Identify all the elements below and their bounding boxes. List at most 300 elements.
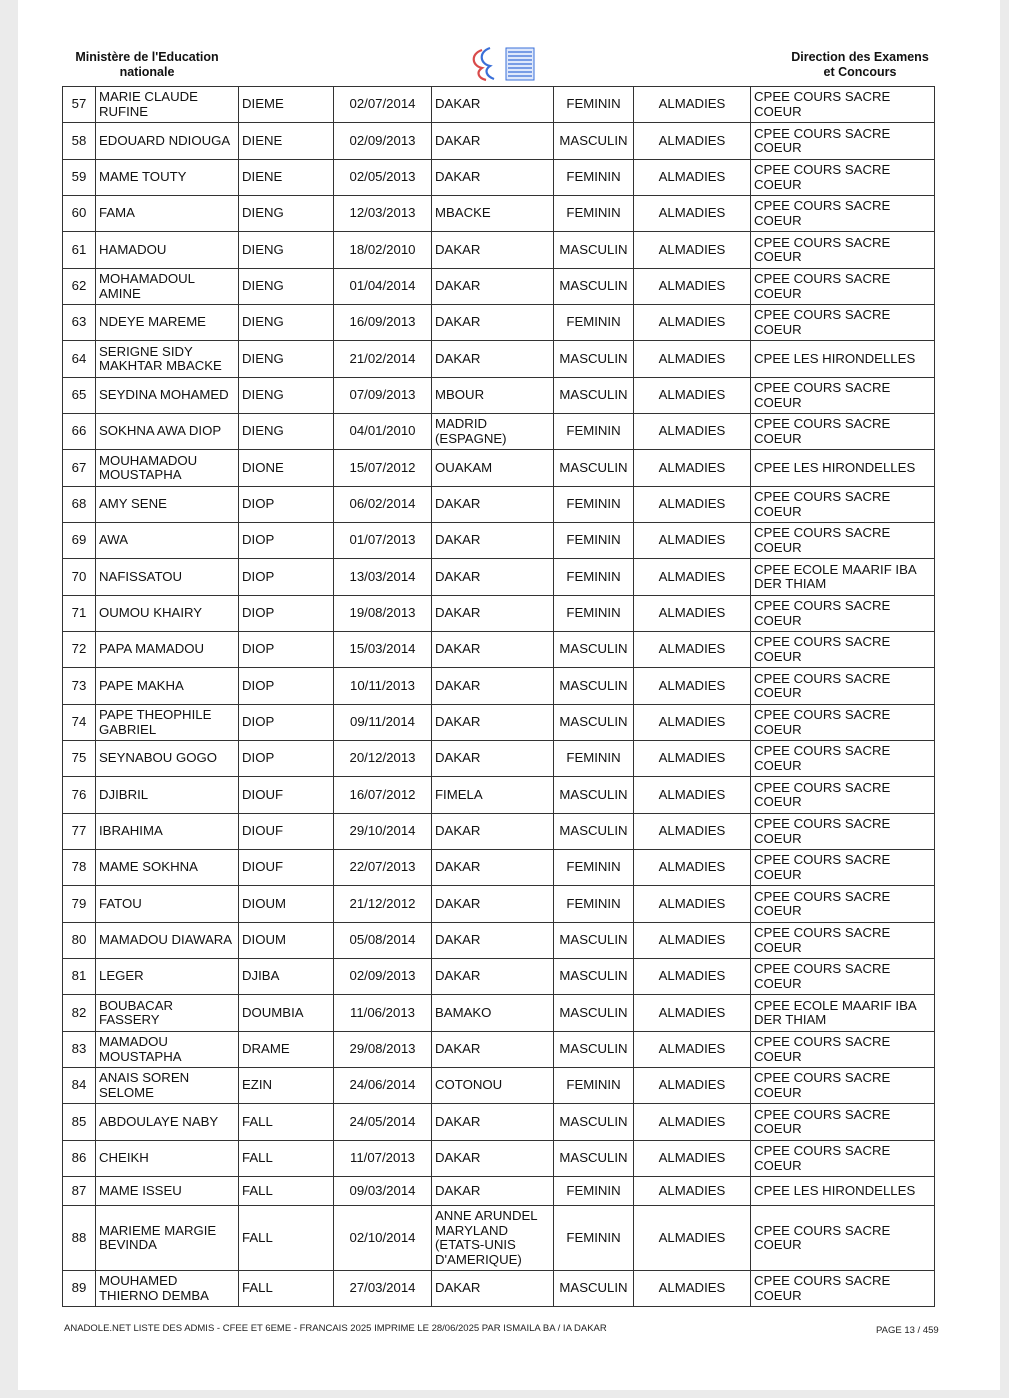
- cell-birth-date: 09/11/2014: [334, 705, 432, 741]
- cell-birth-place: DAKAR: [432, 1141, 554, 1177]
- table-row: [63, 378, 935, 414]
- cell-school: CPEE COURS SACRE COEUR: [751, 1271, 935, 1307]
- cell-school: CPEE COURS SACRE COEUR: [751, 523, 935, 559]
- cell-birth-place: MADRID (ESPAGNE): [432, 414, 554, 450]
- cell-first-name: MAMADOU DIAWARA: [96, 923, 239, 959]
- cell-birth-date: 02/09/2013: [334, 959, 432, 995]
- results-table: [62, 86, 935, 1307]
- cell-first-name: IBRAHIMA: [96, 814, 239, 850]
- cell-school: CPEE COURS SACRE COEUR: [751, 87, 935, 123]
- cell-exam-center: ALMADIES: [634, 196, 751, 232]
- cell-school: CPEE LES HIRONDELLES: [751, 1177, 935, 1206]
- cell-last-name: DIENG: [239, 232, 334, 269]
- cell-birth-place: ANNE ARUNDEL MARYLAND (ETATS-UNIS D'AMERIQUE): [432, 1206, 554, 1271]
- table-row: [63, 632, 935, 668]
- cell-number: 74: [63, 705, 96, 741]
- cell-first-name: MARIEME MARGIE BEVINDA: [96, 1206, 239, 1271]
- cell-last-name: DIENG: [239, 305, 334, 341]
- cell-last-name: DIENG: [239, 341, 334, 378]
- table-row: [63, 305, 935, 341]
- table-row: [63, 777, 935, 814]
- cell-sex: MASCULIN: [554, 923, 634, 959]
- cell-number: 64: [63, 341, 96, 378]
- cell-number: 73: [63, 668, 96, 705]
- cell-sex: MASCULIN: [554, 378, 634, 414]
- table-row: [63, 232, 935, 269]
- cell-number: 89: [63, 1271, 96, 1307]
- table-row: [63, 1141, 935, 1177]
- cell-first-name: FATOU: [96, 886, 239, 923]
- cell-sex: FEMININ: [554, 596, 634, 632]
- cell-number: 79: [63, 886, 96, 923]
- cell-school: CPEE COURS SACRE COEUR: [751, 1206, 935, 1271]
- table-row: [63, 123, 935, 160]
- cell-school: CPEE COURS SACRE COEUR: [751, 596, 935, 632]
- cell-last-name: DIONE: [239, 450, 334, 487]
- cell-birth-place: DAKAR: [432, 1032, 554, 1068]
- cell-birth-place: MBOUR: [432, 378, 554, 414]
- cell-last-name: DIOUM: [239, 886, 334, 923]
- cell-last-name: FALL: [239, 1104, 334, 1141]
- cell-birth-place: DAKAR: [432, 596, 554, 632]
- cell-last-name: DIENE: [239, 160, 334, 196]
- cell-exam-center: ALMADIES: [634, 777, 751, 814]
- cell-birth-place: DAKAR: [432, 305, 554, 341]
- cell-number: 61: [63, 232, 96, 269]
- cell-last-name: DJIBA: [239, 959, 334, 995]
- cell-birth-place: BAMAKO: [432, 995, 554, 1032]
- cell-sex: FEMININ: [554, 850, 634, 886]
- cell-sex: MASCULIN: [554, 1141, 634, 1177]
- cell-birth-place: MBACKE: [432, 196, 554, 232]
- cell-exam-center: ALMADIES: [634, 123, 751, 160]
- cell-school: CPEE COURS SACRE COEUR: [751, 1141, 935, 1177]
- cell-exam-center: ALMADIES: [634, 160, 751, 196]
- cell-number: 65: [63, 378, 96, 414]
- cell-number: 58: [63, 123, 96, 160]
- cell-number: 86: [63, 1141, 96, 1177]
- cell-school: CPEE COURS SACRE COEUR: [751, 777, 935, 814]
- cell-last-name: DIOP: [239, 741, 334, 777]
- cell-number: 76: [63, 777, 96, 814]
- cell-birth-date: 05/08/2014: [334, 923, 432, 959]
- cell-number: 69: [63, 523, 96, 559]
- cell-sex: MASCULIN: [554, 632, 634, 668]
- cell-first-name: MOUHAMED THIERNO DEMBA: [96, 1271, 239, 1307]
- cell-sex: FEMININ: [554, 1206, 634, 1271]
- direction-line-1: Direction des Examens: [791, 50, 929, 64]
- cell-birth-place: DAKAR: [432, 559, 554, 596]
- cell-first-name: FAMA: [96, 196, 239, 232]
- cell-last-name: DIEME: [239, 87, 334, 123]
- cell-exam-center: ALMADIES: [634, 378, 751, 414]
- cell-birth-place: DAKAR: [432, 814, 554, 850]
- cell-exam-center: ALMADIES: [634, 705, 751, 741]
- cell-exam-center: ALMADIES: [634, 668, 751, 705]
- cell-last-name: DIENG: [239, 196, 334, 232]
- cell-exam-center: ALMADIES: [634, 269, 751, 305]
- cell-birth-date: 29/08/2013: [334, 1032, 432, 1068]
- cell-school: CPEE COURS SACRE COEUR: [751, 414, 935, 450]
- cell-birth-date: 04/01/2010: [334, 414, 432, 450]
- cell-number: 57: [63, 87, 96, 123]
- cell-first-name: AWA: [96, 523, 239, 559]
- cell-birth-date: 18/02/2010: [334, 232, 432, 269]
- cell-sex: FEMININ: [554, 559, 634, 596]
- direction-line-2: et Concours: [823, 65, 897, 79]
- cell-exam-center: ALMADIES: [634, 1104, 751, 1141]
- cell-number: 71: [63, 596, 96, 632]
- table-row: [63, 341, 935, 378]
- cell-sex: MASCULIN: [554, 232, 634, 269]
- cell-birth-place: FIMELA: [432, 777, 554, 814]
- cell-sex: MASCULIN: [554, 1104, 634, 1141]
- cell-birth-place: DAKAR: [432, 1104, 554, 1141]
- cell-birth-date: 27/03/2014: [334, 1271, 432, 1307]
- table-row: [63, 850, 935, 886]
- cell-number: 88: [63, 1206, 96, 1271]
- cell-sex: FEMININ: [554, 196, 634, 232]
- cell-birth-date: 22/07/2013: [334, 850, 432, 886]
- cell-school: CPEE COURS SACRE COEUR: [751, 923, 935, 959]
- cell-birth-date: 20/12/2013: [334, 741, 432, 777]
- cell-birth-place: DAKAR: [432, 632, 554, 668]
- cell-first-name: PAPE MAKHA: [96, 668, 239, 705]
- cell-birth-date: 15/07/2012: [334, 450, 432, 487]
- results-table-body: [63, 87, 935, 1307]
- page-number: PAGE 13 / 459: [876, 1325, 939, 1336]
- table-row: [63, 523, 935, 559]
- cell-sex: MASCULIN: [554, 341, 634, 378]
- table-row: [63, 741, 935, 777]
- cell-school: CPEE COURS SACRE COEUR: [751, 160, 935, 196]
- cell-first-name: SEYNABOU GOGO: [96, 741, 239, 777]
- cell-birth-place: DAKAR: [432, 269, 554, 305]
- table-row: [63, 87, 935, 123]
- cell-sex: FEMININ: [554, 1068, 634, 1104]
- cell-last-name: DRAME: [239, 1032, 334, 1068]
- cell-birth-place: DAKAR: [432, 850, 554, 886]
- cell-exam-center: ALMADIES: [634, 1141, 751, 1177]
- cell-number: 78: [63, 850, 96, 886]
- cell-birth-date: 10/11/2013: [334, 668, 432, 705]
- cell-number: 77: [63, 814, 96, 850]
- cell-sex: MASCULIN: [554, 705, 634, 741]
- cell-birth-date: 11/07/2013: [334, 1141, 432, 1177]
- cell-last-name: DIOP: [239, 705, 334, 741]
- cell-sex: FEMININ: [554, 160, 634, 196]
- cell-sex: FEMININ: [554, 523, 634, 559]
- cell-number: 75: [63, 741, 96, 777]
- table-row: [63, 1032, 935, 1068]
- cell-exam-center: ALMADIES: [634, 923, 751, 959]
- ministry-logo-icon: [468, 46, 536, 82]
- cell-birth-place: DAKAR: [432, 160, 554, 196]
- cell-exam-center: ALMADIES: [634, 1206, 751, 1271]
- table-row: [63, 487, 935, 523]
- cell-exam-center: ALMADIES: [634, 1032, 751, 1068]
- cell-first-name: NDEYE MAREME: [96, 305, 239, 341]
- cell-birth-date: 02/10/2014: [334, 1206, 432, 1271]
- cell-school: CPEE COURS SACRE COEUR: [751, 123, 935, 160]
- cell-school: CPEE COURS SACRE COEUR: [751, 959, 935, 995]
- cell-last-name: DIOP: [239, 523, 334, 559]
- cell-exam-center: ALMADIES: [634, 523, 751, 559]
- cell-school: CPEE COURS SACRE COEUR: [751, 705, 935, 741]
- cell-birth-date: 01/04/2014: [334, 269, 432, 305]
- table-row: [63, 1068, 935, 1104]
- cell-number: 87: [63, 1177, 96, 1206]
- cell-last-name: DIOP: [239, 559, 334, 596]
- cell-sex: MASCULIN: [554, 1271, 634, 1307]
- cell-birth-date: 15/03/2014: [334, 632, 432, 668]
- cell-sex: MASCULIN: [554, 668, 634, 705]
- table-row: [63, 705, 935, 741]
- cell-number: 81: [63, 959, 96, 995]
- cell-first-name: MAME TOUTY: [96, 160, 239, 196]
- cell-last-name: FALL: [239, 1206, 334, 1271]
- cell-sex: FEMININ: [554, 305, 634, 341]
- cell-exam-center: ALMADIES: [634, 232, 751, 269]
- cell-sex: MASCULIN: [554, 269, 634, 305]
- cell-last-name: DIENE: [239, 123, 334, 160]
- table-row: [63, 668, 935, 705]
- cell-last-name: DIOUM: [239, 923, 334, 959]
- cell-exam-center: ALMADIES: [634, 87, 751, 123]
- table-row: [63, 886, 935, 923]
- cell-last-name: FALL: [239, 1271, 334, 1307]
- table-row: [63, 596, 935, 632]
- cell-exam-center: ALMADIES: [634, 487, 751, 523]
- cell-school: CPEE COURS SACRE COEUR: [751, 814, 935, 850]
- cell-sex: MASCULIN: [554, 814, 634, 850]
- cell-exam-center: ALMADIES: [634, 959, 751, 995]
- cell-sex: MASCULIN: [554, 959, 634, 995]
- cell-school: CPEE COURS SACRE COEUR: [751, 632, 935, 668]
- table-row: [63, 269, 935, 305]
- cell-number: 84: [63, 1068, 96, 1104]
- cell-birth-place: DAKAR: [432, 1271, 554, 1307]
- cell-first-name: MAMADOU MOUSTAPHA: [96, 1032, 239, 1068]
- cell-last-name: DIOUF: [239, 814, 334, 850]
- cell-sex: FEMININ: [554, 1177, 634, 1206]
- table-row: [63, 995, 935, 1032]
- table-row: [63, 414, 935, 450]
- cell-sex: FEMININ: [554, 414, 634, 450]
- cell-exam-center: ALMADIES: [634, 741, 751, 777]
- cell-first-name: OUMOU KHAIRY: [96, 596, 239, 632]
- table-row: [63, 450, 935, 487]
- cell-birth-date: 02/05/2013: [334, 160, 432, 196]
- cell-exam-center: ALMADIES: [634, 814, 751, 850]
- cell-exam-center: ALMADIES: [634, 850, 751, 886]
- cell-last-name: DIOP: [239, 487, 334, 523]
- cell-birth-date: 21/12/2012: [334, 886, 432, 923]
- cell-sex: MASCULIN: [554, 777, 634, 814]
- cell-first-name: MARIE CLAUDE RUFINE: [96, 87, 239, 123]
- cell-exam-center: ALMADIES: [634, 414, 751, 450]
- cell-number: 83: [63, 1032, 96, 1068]
- cell-exam-center: ALMADIES: [634, 305, 751, 341]
- cell-first-name: MOUHAMADOU MOUSTAPHA: [96, 450, 239, 487]
- cell-exam-center: ALMADIES: [634, 596, 751, 632]
- cell-first-name: SEYDINA MOHAMED: [96, 378, 239, 414]
- cell-last-name: DIENG: [239, 269, 334, 305]
- table-row: [63, 196, 935, 232]
- cell-first-name: SOKHNA AWA DIOP: [96, 414, 239, 450]
- direction-header: [770, 50, 950, 80]
- table-row: [63, 1104, 935, 1141]
- cell-number: 60: [63, 196, 96, 232]
- cell-first-name: HAMADOU: [96, 232, 239, 269]
- cell-birth-date: 16/09/2013: [334, 305, 432, 341]
- cell-exam-center: ALMADIES: [634, 341, 751, 378]
- cell-school: CPEE LES HIRONDELLES: [751, 341, 935, 378]
- cell-first-name: PAPE THEOPHILE GABRIEL: [96, 705, 239, 741]
- cell-school: CPEE COURS SACRE COEUR: [751, 378, 935, 414]
- cell-sex: FEMININ: [554, 741, 634, 777]
- cell-birth-date: 07/09/2013: [334, 378, 432, 414]
- cell-number: 62: [63, 269, 96, 305]
- cell-last-name: DIENG: [239, 414, 334, 450]
- table-row: [63, 559, 935, 596]
- cell-first-name: CHEIKH: [96, 1141, 239, 1177]
- cell-birth-date: 12/03/2013: [334, 196, 432, 232]
- cell-school: CPEE COURS SACRE COEUR: [751, 269, 935, 305]
- cell-sex: MASCULIN: [554, 995, 634, 1032]
- cell-birth-date: 16/07/2012: [334, 777, 432, 814]
- footer-print-info: ANADOLE.NET LISTE DES ADMIS - CFEE ET 6EME - FRANCAIS 2025 IMPRIME LE 28/06/2025 PAR ISMAILA BA / IA DAKAR: [64, 1323, 607, 1334]
- cell-number: 66: [63, 414, 96, 450]
- table-row: [63, 814, 935, 850]
- cell-birth-date: 21/02/2014: [334, 341, 432, 378]
- cell-birth-date: 02/09/2013: [334, 123, 432, 160]
- cell-school: CPEE COURS SACRE COEUR: [751, 487, 935, 523]
- cell-sex: MASCULIN: [554, 1032, 634, 1068]
- cell-first-name: MOHAMADOUL AMINE: [96, 269, 239, 305]
- cell-last-name: DIOUF: [239, 777, 334, 814]
- cell-birth-place: DAKAR: [432, 923, 554, 959]
- cell-last-name: DIENG: [239, 378, 334, 414]
- cell-birth-place: DAKAR: [432, 123, 554, 160]
- cell-first-name: EDOUARD NDIOUGA: [96, 123, 239, 160]
- cell-first-name: PAPA MAMADOU: [96, 632, 239, 668]
- cell-number: 68: [63, 487, 96, 523]
- cell-sex: FEMININ: [554, 487, 634, 523]
- cell-birth-date: 24/06/2014: [334, 1068, 432, 1104]
- cell-school: CPEE COURS SACRE COEUR: [751, 305, 935, 341]
- cell-birth-place: OUAKAM: [432, 450, 554, 487]
- table-row: [63, 1271, 935, 1307]
- cell-last-name: FALL: [239, 1177, 334, 1206]
- cell-birth-place: COTONOU: [432, 1068, 554, 1104]
- cell-birth-date: 06/02/2014: [334, 487, 432, 523]
- cell-exam-center: ALMADIES: [634, 1177, 751, 1206]
- table-row: [63, 1206, 935, 1271]
- cell-number: 67: [63, 450, 96, 487]
- cell-first-name: ABDOULAYE NABY: [96, 1104, 239, 1141]
- cell-birth-date: 19/08/2013: [334, 596, 432, 632]
- cell-school: CPEE LES HIRONDELLES: [751, 450, 935, 487]
- cell-school: CPEE ECOLE MAARIF IBA DER THIAM: [751, 995, 935, 1032]
- cell-birth-date: 24/05/2014: [334, 1104, 432, 1141]
- cell-birth-place: DAKAR: [432, 523, 554, 559]
- cell-school: CPEE COURS SACRE COEUR: [751, 232, 935, 269]
- cell-first-name: LEGER: [96, 959, 239, 995]
- cell-birth-place: DAKAR: [432, 87, 554, 123]
- cell-school: CPEE ECOLE MAARIF IBA DER THIAM: [751, 559, 935, 596]
- cell-birth-place: DAKAR: [432, 487, 554, 523]
- ministry-line-2: nationale: [119, 65, 175, 79]
- cell-birth-place: DAKAR: [432, 959, 554, 995]
- cell-last-name: EZIN: [239, 1068, 334, 1104]
- cell-last-name: DOUMBIA: [239, 995, 334, 1032]
- cell-exam-center: ALMADIES: [634, 1271, 751, 1307]
- table-row: [63, 1177, 935, 1206]
- cell-first-name: BOUBACAR FASSERY: [96, 995, 239, 1032]
- cell-first-name: NAFISSATOU: [96, 559, 239, 596]
- cell-first-name: DJIBRIL: [96, 777, 239, 814]
- cell-number: 70: [63, 559, 96, 596]
- cell-school: CPEE COURS SACRE COEUR: [751, 1068, 935, 1104]
- cell-number: 85: [63, 1104, 96, 1141]
- cell-sex: FEMININ: [554, 886, 634, 923]
- cell-birth-date: 01/07/2013: [334, 523, 432, 559]
- cell-birth-date: 02/07/2014: [334, 87, 432, 123]
- cell-sex: MASCULIN: [554, 450, 634, 487]
- table-row: [63, 923, 935, 959]
- cell-school: CPEE COURS SACRE COEUR: [751, 1032, 935, 1068]
- cell-last-name: DIOUF: [239, 850, 334, 886]
- cell-birth-date: 11/06/2013: [334, 995, 432, 1032]
- ministry-header: [62, 50, 232, 80]
- cell-number: 72: [63, 632, 96, 668]
- cell-exam-center: ALMADIES: [634, 632, 751, 668]
- cell-exam-center: ALMADIES: [634, 886, 751, 923]
- cell-number: 63: [63, 305, 96, 341]
- cell-first-name: SERIGNE SIDY MAKHTAR MBACKE: [96, 341, 239, 378]
- cell-school: CPEE COURS SACRE COEUR: [751, 886, 935, 923]
- cell-exam-center: ALMADIES: [634, 450, 751, 487]
- cell-birth-place: DAKAR: [432, 741, 554, 777]
- cell-school: CPEE COURS SACRE COEUR: [751, 741, 935, 777]
- cell-birth-date: 29/10/2014: [334, 814, 432, 850]
- table-row: [63, 959, 935, 995]
- cell-last-name: DIOP: [239, 632, 334, 668]
- cell-number: 59: [63, 160, 96, 196]
- cell-number: 82: [63, 995, 96, 1032]
- cell-exam-center: ALMADIES: [634, 995, 751, 1032]
- cell-school: CPEE COURS SACRE COEUR: [751, 668, 935, 705]
- cell-school: CPEE COURS SACRE COEUR: [751, 196, 935, 232]
- cell-school: CPEE COURS SACRE COEUR: [751, 850, 935, 886]
- cell-school: CPEE COURS SACRE COEUR: [751, 1104, 935, 1141]
- cell-last-name: FALL: [239, 1141, 334, 1177]
- cell-birth-date: 13/03/2014: [334, 559, 432, 596]
- cell-number: 80: [63, 923, 96, 959]
- cell-first-name: ANAIS SOREN SELOME: [96, 1068, 239, 1104]
- cell-exam-center: ALMADIES: [634, 559, 751, 596]
- cell-birth-place: DAKAR: [432, 886, 554, 923]
- cell-last-name: DIOP: [239, 668, 334, 705]
- cell-sex: FEMININ: [554, 87, 634, 123]
- cell-birth-place: DAKAR: [432, 341, 554, 378]
- cell-first-name: MAME SOKHNA: [96, 850, 239, 886]
- table-row: [63, 160, 935, 196]
- cell-first-name: MAME ISSEU: [96, 1177, 239, 1206]
- cell-sex: MASCULIN: [554, 123, 634, 160]
- cell-birth-place: DAKAR: [432, 232, 554, 269]
